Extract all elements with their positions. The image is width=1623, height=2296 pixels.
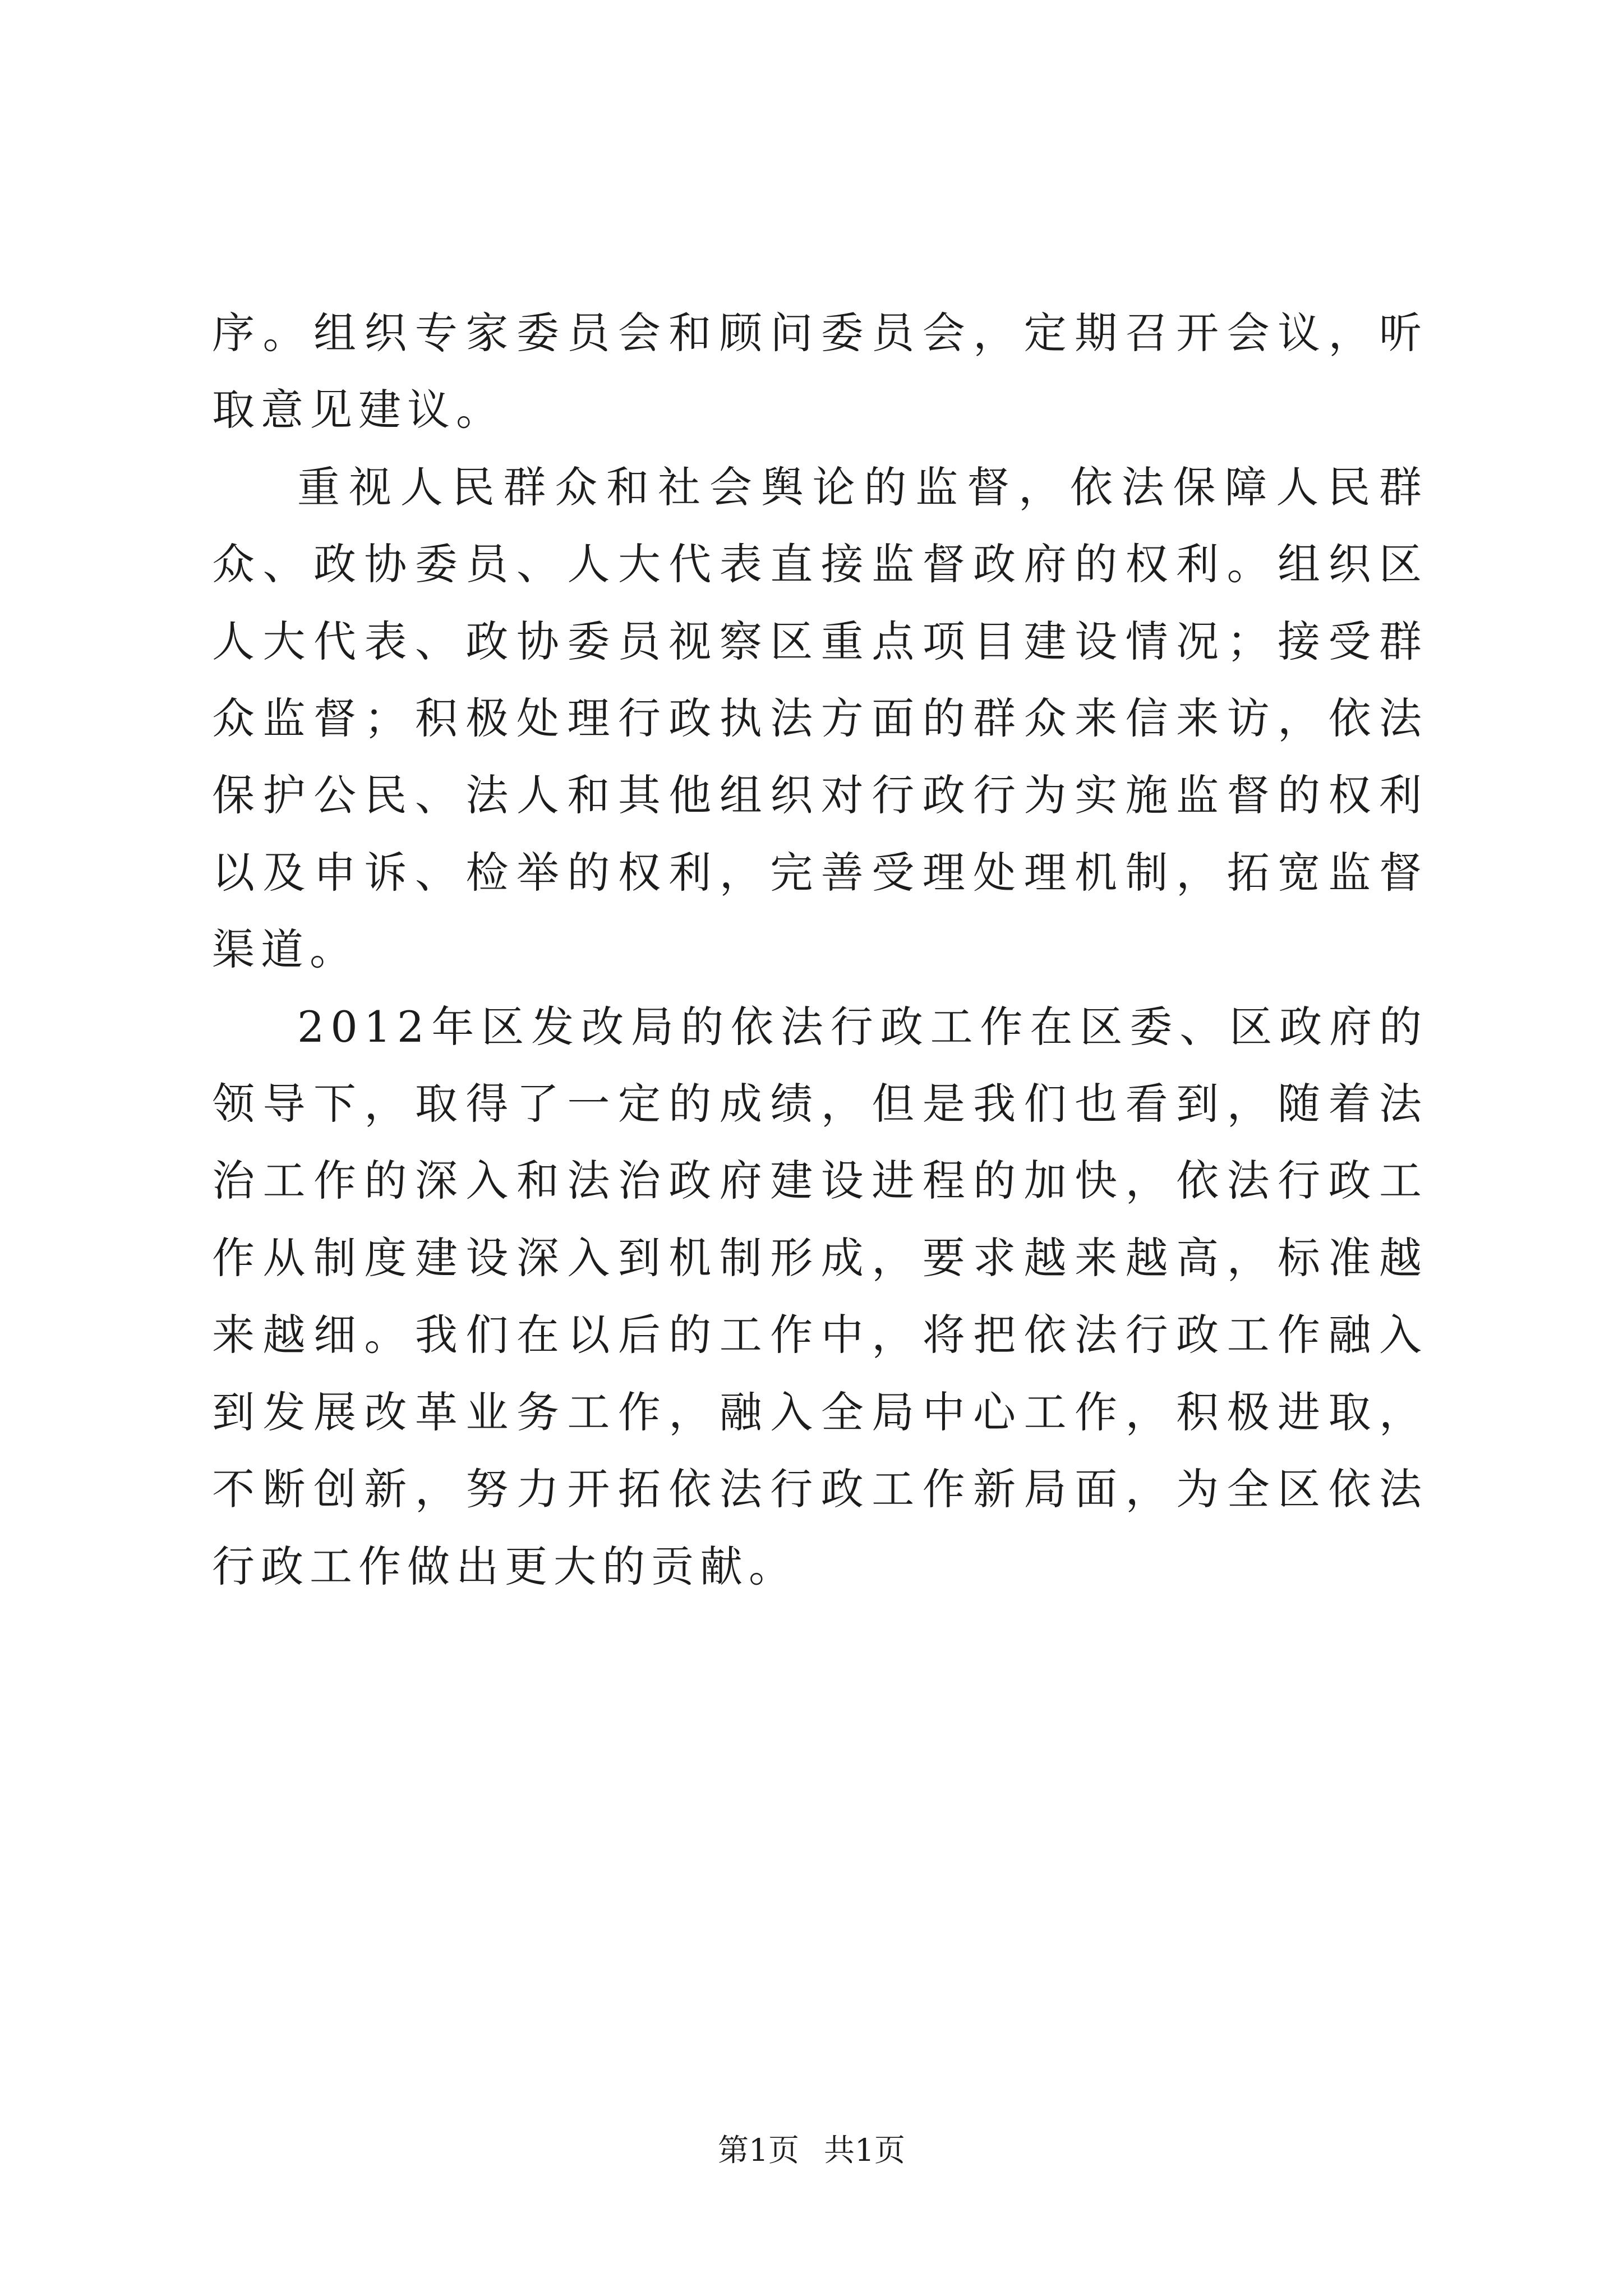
page-number: 第1页 — [718, 2132, 799, 2168]
paragraph-supervision: 重视人民群众和社会舆论的监督，依法保障人民群众、政协委员、人大代表直接监督政府的权利。组织区人大代表、政协委员视察区重点项目建设情况；接受群众监督；积极处理行政执法方面的群众来信来访，依法保护公民、法人和其他组织对行政行为实施监督的权利以及申诉、检举的权利，完善受理处理机制，拓宽监督渠道。 — [212, 462, 1428, 975]
paragraph-continuation: 序。组织专家委员会和顾问委员会，定期召开会议，听取意见建议。 — [212, 308, 1428, 435]
page-total: 共1页 — [824, 2132, 905, 2168]
document-body — [212, 295, 1428, 1605]
page-footer — [0, 2131, 1623, 2170]
paragraph-summary: 2012年区发改局的依法行政工作在区委、区政府的领导下，取得了一定的成绩，但是我们也看到，随着法治工作的深入和法治政府建设进程的加快，依法行政工作从制度建设深入到机制形成，要求越来越高，标准越来越细。我们在以后的工作中，将把依法行政工作融入到发展改革业务工作，融入全局中心工作，积极进取，不断创新，努力开拓依法行政工作新局面，为全区依法行政工作做出更大的贡献。 — [212, 1001, 1428, 1591]
